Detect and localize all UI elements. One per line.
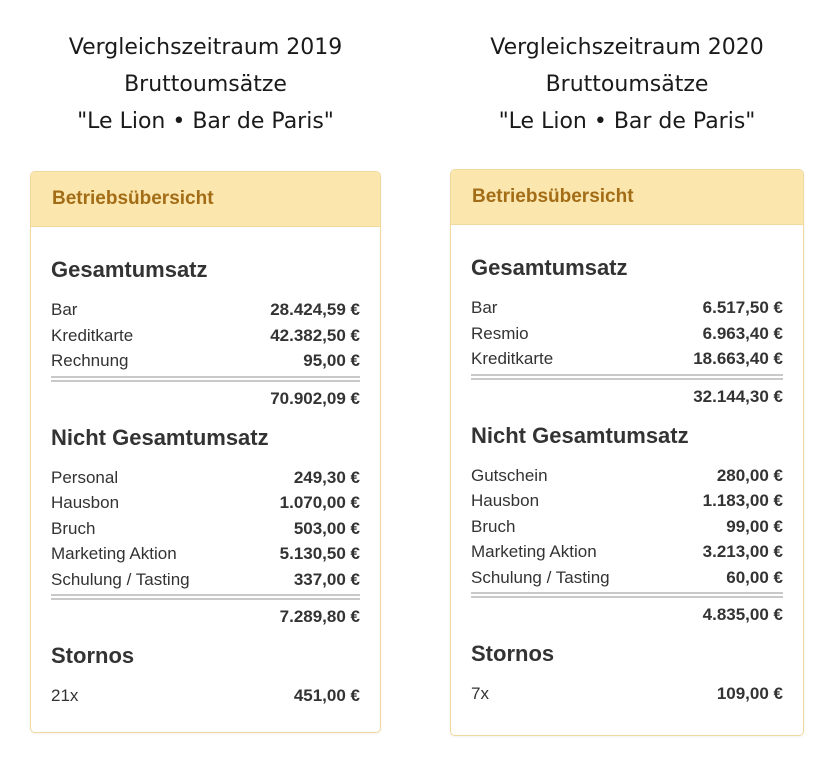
comparison-column-2019 bbox=[30, 0, 381, 705]
row-label: Bruch bbox=[51, 518, 96, 538]
row-value: 99,00 € bbox=[726, 516, 783, 536]
row-label: Schulung / Tasting bbox=[471, 567, 610, 587]
row-label: Bar bbox=[51, 300, 78, 319]
table-row bbox=[471, 565, 783, 591]
row-value: 1.070,00 € bbox=[279, 493, 360, 512]
row-value: 280,00 € bbox=[716, 465, 783, 485]
row-label: Kreditkarte bbox=[51, 325, 134, 345]
double-rule-divider bbox=[51, 376, 360, 382]
section-total: 4.835,00 € bbox=[702, 605, 783, 624]
row-label: Marketing Aktion bbox=[51, 544, 177, 563]
table-row bbox=[471, 488, 783, 514]
row-label: Personal bbox=[51, 467, 119, 487]
table-row bbox=[471, 295, 783, 321]
storno-count: 21x bbox=[51, 686, 79, 705]
row-value: 1.183,00 € bbox=[702, 491, 783, 510]
section-title-nicht-gesamtumsatz: Nicht Gesamtumsatz bbox=[51, 424, 269, 450]
table-row bbox=[471, 681, 783, 707]
table-row bbox=[51, 490, 360, 516]
heading-period: Vergleichszeitraum 2020 bbox=[490, 35, 764, 60]
section-total: 7.289,80 € bbox=[279, 607, 360, 626]
row-label: Bar bbox=[471, 298, 498, 317]
heading-subtitle: Bruttoumsätze bbox=[545, 72, 709, 97]
section-total: 32.144,30 € bbox=[693, 386, 783, 406]
row-label: Resmio bbox=[471, 323, 529, 343]
row-value: 249,30 € bbox=[293, 467, 360, 487]
row-value: 337,00 € bbox=[293, 569, 360, 589]
row-value: 6.963,40 € bbox=[702, 323, 783, 343]
heading-venue: "Le Lion • Bar de Paris" bbox=[77, 109, 334, 134]
row-value: 5.130,50 € bbox=[279, 544, 360, 563]
row-value: 28.424,59 € bbox=[270, 300, 360, 319]
table-row bbox=[51, 683, 360, 709]
storno-value: 451,00 € bbox=[293, 686, 360, 705]
section-title-gesamtumsatz: Gesamtumsatz bbox=[51, 257, 208, 282]
column-heading bbox=[30, 0, 381, 140]
row-value: 95,00 € bbox=[303, 351, 360, 370]
row-label: Hausbon bbox=[471, 491, 540, 510]
row-value: 6.517,50 € bbox=[702, 298, 783, 317]
column-heading bbox=[450, 0, 804, 140]
business-overview-panel bbox=[30, 171, 381, 733]
heading-subtitle: Bruttoumsätze bbox=[124, 72, 287, 97]
row-label: Bruch bbox=[471, 516, 516, 536]
double-rule-divider bbox=[51, 594, 360, 600]
table-row bbox=[471, 463, 783, 489]
row-label: Kreditkarte bbox=[471, 349, 554, 368]
business-overview-panel bbox=[450, 169, 804, 736]
row-label: Marketing Aktion bbox=[471, 542, 597, 561]
table-row bbox=[51, 465, 360, 491]
table-row bbox=[471, 346, 783, 372]
row-label: Schulung / Tasting bbox=[51, 569, 190, 589]
storno-count: 7x bbox=[471, 684, 489, 703]
table-row bbox=[51, 297, 360, 323]
section-title-stornos: Stornos bbox=[471, 641, 555, 666]
section-total: 70.902,09 € bbox=[270, 388, 360, 408]
panel-title: Betriebsübersicht bbox=[451, 170, 803, 225]
row-value: 3.213,00 € bbox=[702, 542, 783, 561]
heading-venue: "Le Lion • Bar de Paris" bbox=[498, 109, 756, 134]
row-label: Gutschein bbox=[471, 465, 548, 485]
row-label: Hausbon bbox=[51, 493, 120, 512]
panel-title: Betriebsübersicht bbox=[31, 172, 380, 227]
row-value: 60,00 € bbox=[726, 567, 783, 587]
double-rule-divider bbox=[471, 374, 783, 380]
table-row bbox=[51, 516, 360, 542]
row-value: 18.663,40 € bbox=[693, 349, 783, 368]
table-row bbox=[51, 348, 360, 374]
comparison-column-2020 bbox=[450, 0, 804, 703]
section-title-nicht-gesamtumsatz: Nicht Gesamtumsatz bbox=[471, 422, 689, 448]
table-row bbox=[471, 514, 783, 540]
table-row bbox=[51, 541, 360, 567]
row-value: 503,00 € bbox=[293, 518, 360, 538]
row-label: Rechnung bbox=[51, 351, 129, 370]
section-title-stornos: Stornos bbox=[51, 643, 135, 668]
table-row bbox=[471, 539, 783, 565]
section-title-gesamtumsatz: Gesamtumsatz bbox=[471, 255, 628, 280]
storno-value: 109,00 € bbox=[716, 684, 783, 703]
heading-period: Vergleichszeitraum 2019 bbox=[68, 35, 343, 60]
double-rule-divider bbox=[471, 592, 783, 598]
row-value: 42.382,50 € bbox=[270, 325, 360, 345]
table-row bbox=[51, 567, 360, 593]
table-row bbox=[471, 321, 783, 347]
table-row bbox=[51, 323, 360, 349]
